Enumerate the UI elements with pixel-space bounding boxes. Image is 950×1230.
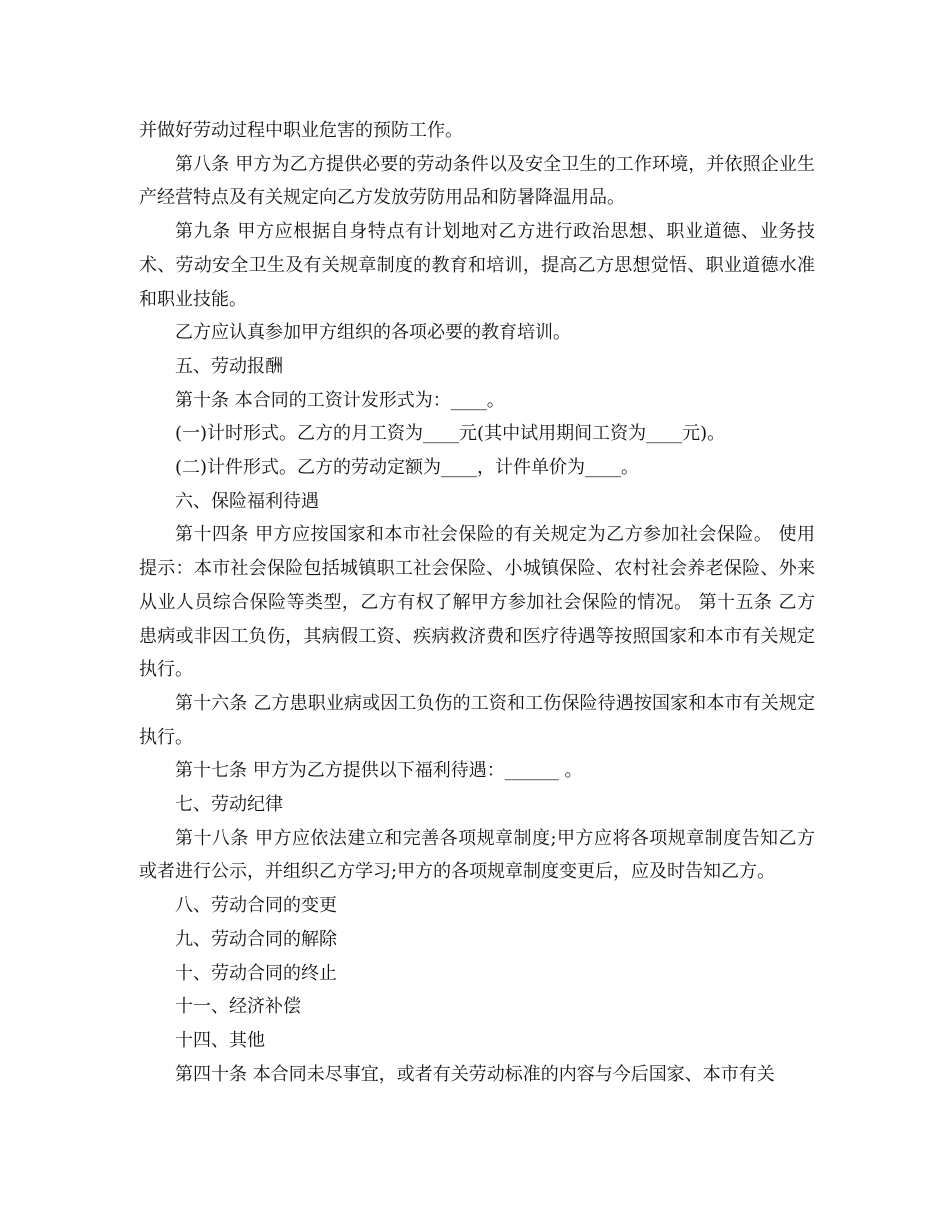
- paragraph-article-9: 第九条 甲方应根据自身特点有计划地对乙方进行政治思想、职业道德、业务技术、劳动安全卫生及有关规章制度的教育和培训，提高乙方思想觉悟、职业道德水准和职业技能。: [139, 221, 815, 310]
- section-heading-8: 八、劳动合同的变更: [175, 895, 337, 917]
- paragraph-article-10: 第十条 本合同的工资计发形式为：____。: [175, 389, 505, 411]
- section-heading-14: 十四、其他: [175, 1029, 265, 1051]
- paragraph-article-18: 第十八条 甲方应依法建立和完善各项规章制度;甲方应将各项规章制度告知乙方或者进行公示，并组织乙方学习;甲方的各项规章制度变更后，应及时告知乙方。: [139, 827, 815, 883]
- section-heading-5: 五、劳动报酬: [175, 355, 283, 377]
- section-heading-10: 十、劳动合同的终止: [175, 962, 337, 984]
- document-body: [139, 114, 815, 1091]
- section-heading-9: 九、劳动合同的解除: [175, 928, 337, 950]
- paragraph-time-wage: (一)计时形式。乙方的月工资为____元(其中试用期间工资为____元)。: [175, 423, 726, 445]
- section-heading-7: 七、劳动纪律: [175, 794, 283, 816]
- section-heading-6: 六、保险福利待遇: [175, 490, 319, 512]
- paragraph-article-8: 第八条 甲方为乙方提供必要的劳动条件以及安全卫生的工作环境，并依照企业生产经营特点及有关规定向乙方发放劳防用品和防暑降温用品。: [139, 153, 815, 209]
- paragraph-article-16: 第十六条 乙方患职业病或因工负伤的工资和工伤保险待遇按国家和本市有关规定执行。: [139, 692, 815, 748]
- paragraph-training: 乙方应认真参加甲方组织的各项必要的教育培训。: [175, 322, 571, 344]
- paragraph-piece-wage: (二)计件形式。乙方的劳动定额为____，计件单价为____。: [175, 457, 640, 479]
- paragraph-continuation: 并做好劳动过程中职业危害的预防工作。: [139, 120, 463, 141]
- paragraph-article-17: 第十七条 甲方为乙方提供以下福利待遇：______ 。: [175, 760, 583, 782]
- paragraph-article-14-15: 第十四条 甲方应按国家和本市社会保险的有关规定为乙方参加社会保险。 使用提示：本市社会保险包括城镇职工社会保险、小城镇保险、农村社会养老保险、外来从业人员综合保险等类型，乙方有权了解甲方参加社会保险的情况。 第十五条 乙方患病或非因工负伤，其病假工资、疾病救济费和医疗待遇等按照国家和本市有关规定执行。: [139, 524, 815, 681]
- paragraph-article-40: 第四十条 本合同未尽事宜，或者有关劳动标准的内容与今后国家、本市有关: [175, 1063, 775, 1085]
- section-heading-11: 十一、经济补偿: [175, 996, 301, 1018]
